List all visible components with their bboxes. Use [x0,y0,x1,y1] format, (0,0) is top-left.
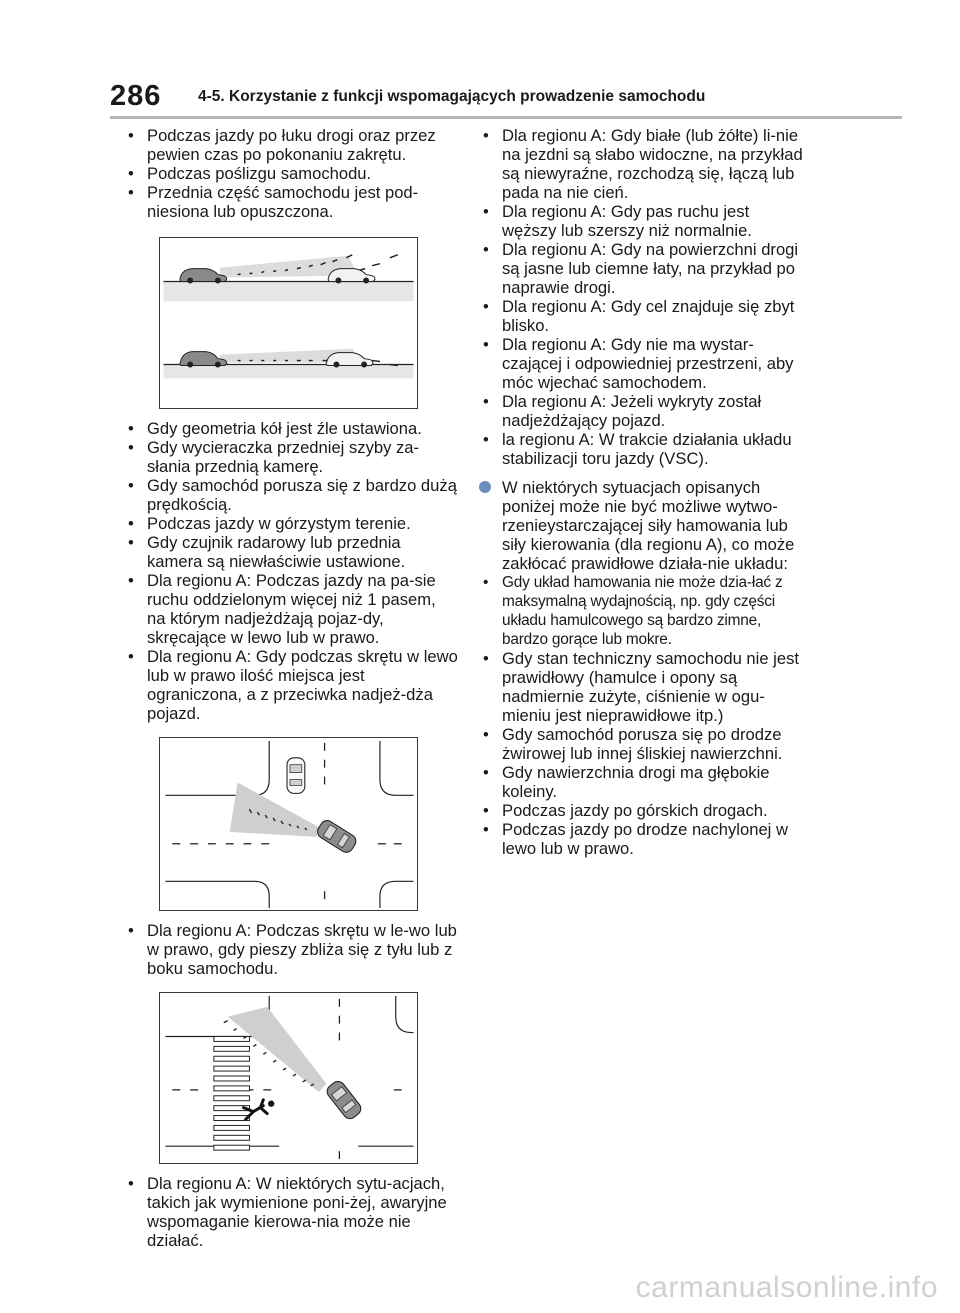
intersection-turn-illustration [160,738,417,910]
note-text: W niektórych sytuacjach opisanych poniżej może nie być możliwe wytwo-rzenieystarczającej siły hamowania lub siły kierowania (dla regionu A), co może zakłócać prawidłowe działa-nie układu: [502,478,795,573]
car-icon [180,269,227,284]
left-list-3 [123,921,458,978]
page-number: 286 [110,80,162,112]
car-icon [180,352,227,368]
right-list-3 [478,649,808,858]
car-icon [324,1079,363,1122]
right-column [478,126,808,858]
list-item: • Gdy stan techniczny samochodu nie jest prawidłowy (hamulce i opony są nadmiernie zużyte, ciśnienie w ogu-mieniu jest nieprawidłowe itp.) [478,649,808,725]
list-item: • Gdy samochód porusza się z bardzo dużą prędkością. [123,476,458,514]
car-icon [315,818,358,855]
list-item: • Podczas jazdy w górzystym terenie. [123,514,458,533]
list-item: • Dla regionu A: Podczas skrętu w le-wo lub w prawo, gdy pieszy zbliża się z tyłu lub z boku samochodu. [123,921,458,978]
list-item: • Podczas poślizgu samochodu. [123,164,458,183]
list-item: • Dla regionu A: Gdy białe (lub żółte) li-nie na jezdni są słabo widoczne, na przykład są niewyraźne, rozchodzą się, łączą lub pada na nie cień. [478,126,808,202]
figure-car-following-curve [159,237,418,409]
figure-pedestrian-crossing [159,992,418,1164]
section-title: 4-5. Korzystanie z funkcji wspomagających prowadzenie samochodu [198,88,706,105]
note-paragraph [478,478,808,573]
list-item: • Dla regionu A: Gdy na powierzchni drogi są jasne lub ciemne łaty, na przykład po naprawie drogi. [478,240,808,297]
list-item: • Gdy samochód porusza się po drodze żwirowej lub innej śliskiej nawierzchni. [478,725,808,763]
left-list-4 [123,1174,458,1250]
list-item: • Gdy geometria kół jest źle ustawiona. [123,419,458,438]
list-item: • Dla regionu A: Podczas jazdy na pa-sie ruchu oddzielonym więcej niż 1 pasem, na którym nadjeżdżają pojaz-dy, skręcające w lewo lub w prawo. [123,571,458,647]
pedestrian-icon [244,1100,275,1120]
pedestrian-crossing-illustration [160,993,417,1163]
list-item: • Dla regionu A: Jeżeli wykryty został nadjeżdżający pojazd. [478,392,808,430]
list-item: • la regionu A: W trakcie działania układu stabilizacji toru jazdy (VSC). [478,430,808,468]
list-item: • Dla regionu A: Gdy podczas skrętu w lewo lub w prawo ilość miejsca jest ograniczona, a z przeciwka nadjeż-dża pojazd. [123,647,458,723]
watermark: carmanualsonline.info [635,1271,938,1304]
list-item: • Dla regionu A: Gdy cel znajduje się zbyt blisko. [478,297,808,335]
list-item: • Dla regionu A: W niektórych sytu-acjach, takich jak wymienione poni-żej, awaryjne wspomaganie kierowa-nia może nie działać. [123,1174,458,1250]
list-item: • Gdy układ hamowania nie może dzia-łać z maksymalną wydajnością, np. gdy części układu hamulcowego są bardzo zimne, bardzo gorące lub mokre. [478,573,808,649]
circle-bullet-icon [479,481,491,493]
car-icon [328,269,375,284]
figure-intersection-turn [159,737,418,911]
list-item: • Dla regionu A: Gdy nie ma wystar-czającej i odpowiedniej przestrzeni, aby móc wjechać samochodem. [478,335,808,392]
car-following-curve-illustration [160,238,417,408]
list-item: • Gdy czujnik radarowy lub przednia kamera są niewłaściwie ustawione. [123,533,458,571]
left-column [123,126,458,1250]
right-list-2 [478,573,808,649]
list-item: • Dla regionu A: Gdy pas ruchu jest węższy lub szerszy niż normalnie. [478,202,808,240]
right-list-1 [478,126,808,468]
list-item: • Podczas jazdy po łuku drogi oraz przez pewien czas po pokonaniu zakrętu. [123,126,458,164]
car-icon [287,758,305,794]
list-item: • Podczas jazdy po górskich drogach. [478,801,808,820]
left-list-2 [123,419,458,723]
list-item: • Gdy wycieraczka przedniej szyby za-słania przednią kamerę. [123,438,458,476]
list-item: • Gdy nawierzchnia drogi ma głębokie koleiny. [478,763,808,801]
header-rule [110,116,902,119]
car-icon [326,353,373,368]
list-item: • Przednia część samochodu jest pod-niesiona lub opuszczona. [123,183,458,221]
left-list-1 [123,126,458,221]
list-item: • Podczas jazdy po drodze nachylonej w lewo lub w prawo. [478,820,808,858]
